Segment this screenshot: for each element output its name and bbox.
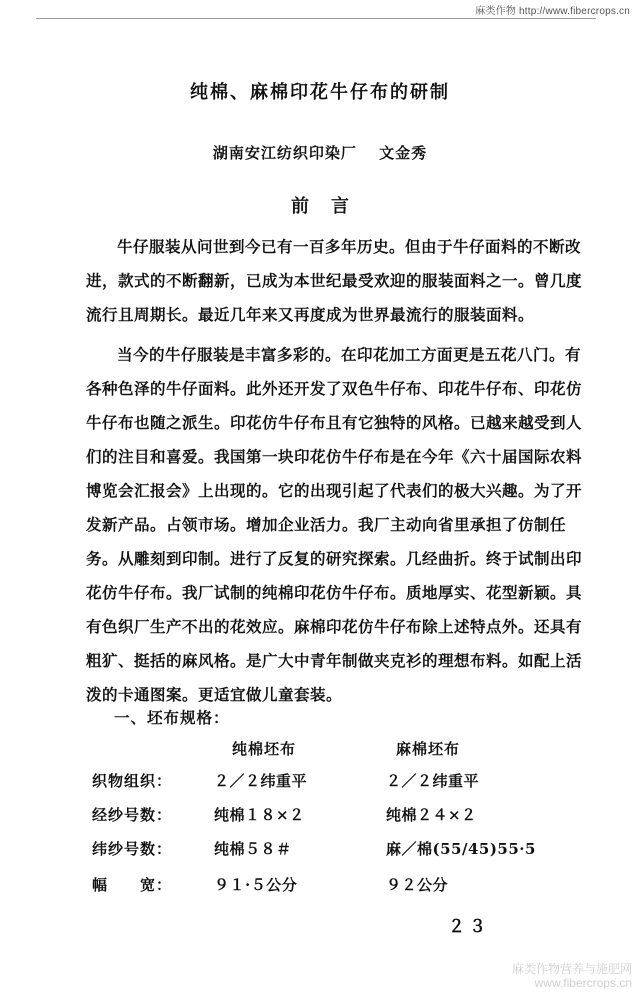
spec-value-cotton: ２／２纬重平: [214, 772, 308, 790]
paragraph-1: 牛仔服装从问世到今已有一百多年历史。但由于牛仔面料的不断改进，款式的不断翻新，已成为本世纪最受欢迎的服装面料之一。曾几度流行且周期长。最近几年来又再度成为世界最流行的服装面料。: [86, 237, 583, 324]
section-title-preface: 前言: [291, 196, 371, 217]
author-organization: 湖南安江纺织印染厂: [212, 144, 357, 162]
spec-row-weft-count: [92, 838, 632, 868]
spec-label: 纬纱号数：: [92, 840, 173, 858]
source-stamp: 麻类作物 http://www.fibercrops.cn: [475, 6, 630, 17]
spec-value-ramie-cotton: 麻／棉(55/45)55·5: [386, 840, 536, 858]
spec-value-cotton: ９１·５公分: [214, 876, 298, 894]
spec-value-ramie-cotton: ２／２纬重平: [386, 772, 480, 790]
author-line: [0, 142, 640, 163]
spec-label: 织物组织：: [92, 772, 173, 790]
watermark: [512, 962, 632, 990]
specs-heading: 一、坯布规格：: [114, 708, 230, 727]
spec-value-ramie-cotton: 纯棉２４×２: [386, 806, 477, 824]
watermark-line-2: www.fibercrops.cn: [534, 976, 632, 990]
specs-column-cotton: 纯棉坯布: [232, 740, 297, 758]
spec-row-warp-count: [92, 804, 632, 834]
spec-row-weave: [92, 770, 632, 800]
spec-row-width: [92, 874, 632, 904]
page-number: ２３: [448, 917, 490, 937]
spec-value-cotton: 纯棉５８＃: [214, 840, 292, 858]
spec-value-cotton: 纯棉１８×２: [214, 806, 305, 824]
spec-label: 幅 宽：: [92, 876, 173, 894]
document-title: 纯棉、麻棉印花牛仔布的研制: [190, 82, 450, 103]
specs-column-ramie-cotton: 麻棉坯布: [396, 740, 461, 758]
paragraph-2: 当今的牛仔服装是丰富多彩的。在印花加工方面更是五花八门。有各种色泽的牛仔面料。此外还开发了双色牛仔布、印花牛仔布、印花仿牛仔布也随之派生。印花仿牛仔布且有它独特的风格。已越来越受到人们的注目和喜爱。我国第一块印花仿牛仔布是在今年《六十届国际农料博览会汇报会》上出现的。它的出现引起了代表们的极大兴趣。为了开发新产品。占领市场。增加企业活力。我厂主动向省里承担了仿制任务。从雕刻到印制。进行了反复的研究探索。几经曲折。终于试制出印花仿牛仔布。我厂试制的纯棉印花仿牛仔布。质地厚实、花型新颖。具有色织厂生产不出的花效应。麻棉印花仿牛仔布除上述特点外。还具有粗犷、挺括的麻风格。是广大中青年制做夹克衫的理想布料。如配上活泼的卡通图案。更适宜做儿童套装。: [86, 345, 583, 704]
author-name: 文金秀: [379, 144, 428, 162]
header-rule: [36, 18, 596, 19]
watermark-line-1: 麻类作物营养与施肥网: [511, 962, 632, 976]
spec-value-ramie-cotton: ９２公分: [386, 876, 449, 894]
spec-label: 经纱号数：: [92, 806, 173, 824]
